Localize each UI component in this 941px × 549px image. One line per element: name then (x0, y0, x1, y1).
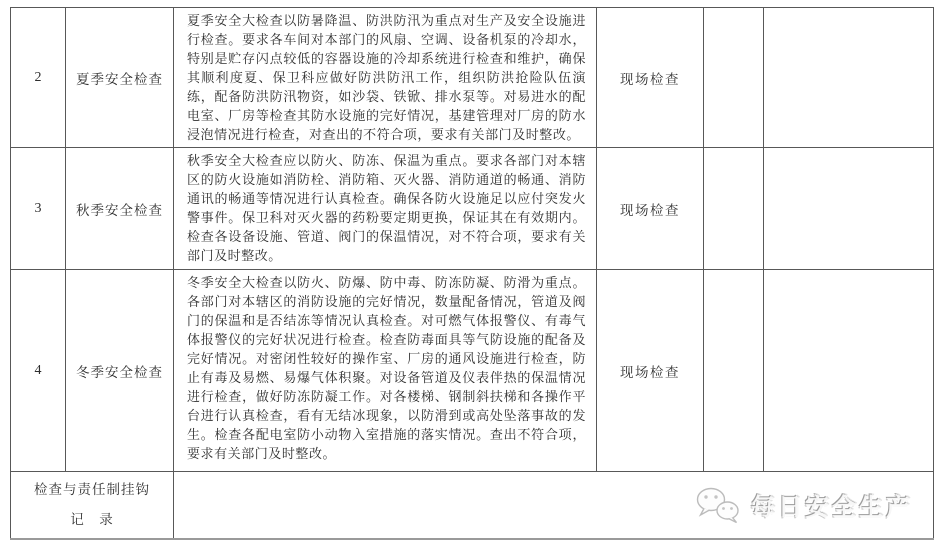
row-number: 2 (11, 8, 66, 148)
watermark-text: 每日安全生产 (751, 495, 913, 522)
footer-label-cell (11, 472, 174, 539)
table-footer-row (11, 472, 934, 539)
empty-cell (704, 8, 764, 148)
inspection-description: 冬季安全大检查以防火、防爆、防中毒、防冻防凝、防滑为重点。各部门对本辖区的消防设施的完好情况，数量配备情况，管道及阀门的保温和是否结冻等情况认真检查。对可燃气体报警仪、有毒气体报警仪的完好状况进行检查。检查防毒面具等气防设施的配备及完好情况。对密闭性较好的操作室、厂房的通风设施进行检查，防止有毒及易燃、易爆气体积聚。对设备管道及仪表伴热的保温情况进行检查，做好防冻防凝工作。对各楼梯、钢制斜扶梯和各操作平台进行认真检查，看有无结冰现象，以防滑到或高处坠落事故的发生。检查各配电室防小动物入室措施的落实情况。查出不符合项，要求有关部门及时整改。 (174, 270, 597, 472)
empty-cell (704, 270, 764, 472)
empty-cell (764, 8, 934, 148)
inspection-name: 冬季安全检查 (66, 270, 174, 472)
footer-content-cell (174, 472, 934, 539)
footer-label-line2: 记 录 (70, 511, 114, 527)
table-row (11, 8, 934, 148)
inspection-method: 现场检查 (597, 270, 704, 472)
row-number: 3 (11, 148, 66, 270)
inspection-description: 夏季安全大检查以防暑降温、防洪防汛为重点对生产及安全设施进行检查。要求各车间对本部门的风扇、空调、设备机泵的冷却水，特别是贮存闪点较低的容器设施的冷却系统进行检查和维护，确保其顺利度夏、保卫科应做好防洪防汛工作，组织防洪抢险队伍演练，配备防洪防汛物资，如沙袋、铁锨、排水泵等。对易进水的配电室、厂房等检查其防水设施的完好情况，基建管理对厂房的防水浸泡情况进行检查，对查出的不符合项，要求有关部门及时整改。 (174, 8, 597, 148)
safety-inspection-table (10, 7, 934, 540)
row-number: 4 (11, 270, 66, 472)
empty-cell (764, 270, 934, 472)
table-row (11, 148, 934, 270)
empty-cell (764, 148, 934, 270)
watermark (174, 485, 913, 525)
empty-cell (704, 148, 764, 270)
inspection-name: 秋季安全检查 (66, 148, 174, 270)
inspection-name: 夏季安全检查 (66, 8, 174, 148)
inspection-method: 现场检查 (597, 148, 704, 270)
footer-label-line1: 检查与责任制挂钩 (34, 481, 150, 497)
inspection-method: 现场检查 (597, 8, 704, 148)
wechat-icon (693, 485, 743, 525)
table-row (11, 270, 934, 472)
inspection-description: 秋季安全大检查应以防火、防冻、保温为重点。要求各部门对本辖区的防火设施如消防栓、消防箱、灭火器、消防通道的畅通、消防通讯的畅通等情况进行认真检查。确保各防火设施足以应付突发火警事件。保卫科对灭火器的药粉要定期更换，保证其在有效期内。检查各设备设施、管道、阀门的保温情况，对不符合项，要求有关部门及时整改。 (174, 148, 597, 270)
